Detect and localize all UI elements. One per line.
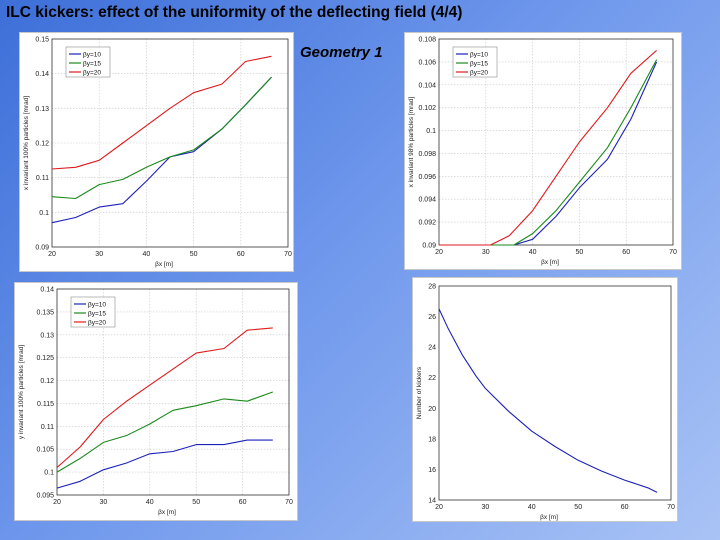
y-tick-label: 0.105 <box>36 446 54 454</box>
x-axis-label: βx [m] <box>158 509 176 516</box>
y-tick-label: 0.092 <box>418 219 436 227</box>
plot-frame <box>439 286 671 500</box>
x-tick-label: 60 <box>620 504 629 511</box>
x-tick-label: 30 <box>99 499 108 506</box>
y-tick-label: 0.11 <box>40 423 54 431</box>
series-line <box>57 392 273 472</box>
y-tick-label: 0.12 <box>35 140 49 148</box>
x-tick-label: 30 <box>95 251 104 258</box>
series-line <box>439 309 657 493</box>
x-tick-label: 50 <box>574 504 583 511</box>
series-line <box>52 77 272 223</box>
x-tick-label: 70 <box>667 504 675 511</box>
y-tick-label: 0.102 <box>418 105 436 113</box>
series-line <box>52 77 272 198</box>
y-tick-label: 0.115 <box>37 400 54 408</box>
legend-label: βy=15 <box>88 310 107 318</box>
x-tick-label: 70 <box>669 249 677 256</box>
chart-y-invariant-100 <box>14 282 298 521</box>
y-tick-label: 0.12 <box>40 378 54 386</box>
legend-label: βy=15 <box>83 60 102 68</box>
x-tick-label: 20 <box>48 251 56 258</box>
series-line <box>439 60 657 245</box>
y-tick-label: 14 <box>428 497 436 505</box>
y-tick-label: 0.106 <box>418 59 436 67</box>
y-tick-label: 0.09 <box>422 242 436 250</box>
series-line <box>439 50 657 245</box>
x-tick-label: 20 <box>435 249 443 256</box>
y-tick-label: 0.104 <box>418 82 436 90</box>
y-tick-label: 28 <box>428 283 436 291</box>
x-tick-label: 40 <box>145 499 154 506</box>
y-tick-label: 0.14 <box>40 286 54 294</box>
y-tick-label: 26 <box>428 314 436 322</box>
x-tick-label: 30 <box>481 249 490 256</box>
y-tick-label: 0.14 <box>35 71 49 79</box>
y-axis-label: x invariant 98% particles [mrad] <box>408 96 415 188</box>
y-tick-label: 0.1 <box>44 469 54 477</box>
y-tick-label: 0.098 <box>418 150 436 158</box>
subtitle-geometry: Geometry 1 <box>300 44 383 61</box>
x-tick-label: 20 <box>53 499 61 506</box>
x-tick-label: 50 <box>575 249 584 256</box>
legend-label: βy=15 <box>470 60 489 68</box>
x-tick-label: 20 <box>435 504 443 511</box>
chart-x-invariant-100 <box>19 32 294 272</box>
x-axis-label: βx [m] <box>541 259 559 266</box>
y-axis-label: x invariant 100% particles [mrad] <box>23 95 30 191</box>
slide-title: ILC kickers: effect of the uniformity of the deflecting field (4/4) <box>6 4 463 21</box>
y-axis-label: Number of kickers <box>416 366 423 420</box>
y-tick-label: 0.15 <box>35 36 49 44</box>
x-tick-label: 50 <box>189 251 198 258</box>
x-tick-label: 60 <box>622 249 631 256</box>
y-tick-label: 18 <box>428 436 436 444</box>
y-tick-label: 24 <box>428 344 436 352</box>
x-tick-label: 30 <box>481 504 490 511</box>
chart-number-of-kickers <box>412 277 678 522</box>
x-tick-label: 70 <box>285 499 293 506</box>
y-tick-label: 0.108 <box>418 36 436 44</box>
legend-label: βy=20 <box>83 69 102 77</box>
y-tick-label: 0.09 <box>35 244 49 252</box>
y-tick-label: 16 <box>428 466 436 474</box>
y-tick-label: 0.11 <box>35 175 49 183</box>
x-tick-label: 60 <box>238 499 247 506</box>
x-axis-label: βx [m] <box>540 514 558 521</box>
x-tick-label: 40 <box>528 249 537 256</box>
y-tick-label: 0.1 <box>426 128 436 136</box>
y-axis-label: y invariant 100% particles [mrad] <box>18 344 25 440</box>
chart-svg <box>405 33 681 269</box>
series-line <box>57 328 273 468</box>
x-axis-label: βx [m] <box>155 261 173 268</box>
series-line <box>57 440 273 488</box>
y-tick-label: 0.094 <box>418 196 436 204</box>
x-tick-label: 50 <box>192 499 201 506</box>
y-tick-label: 0.135 <box>36 309 54 317</box>
y-tick-label: 0.13 <box>40 332 54 340</box>
y-tick-label: 0.095 <box>36 492 54 500</box>
legend-label: βy=10 <box>88 301 107 309</box>
legend-label: βy=10 <box>470 51 489 59</box>
x-tick-label: 70 <box>284 251 292 258</box>
legend-label: βy=20 <box>88 319 107 327</box>
y-tick-label: 0.13 <box>35 105 49 113</box>
chart-x-invariant-98 <box>404 32 682 270</box>
y-tick-label: 0.096 <box>418 173 436 181</box>
chart-svg <box>15 283 297 520</box>
legend-label: βy=20 <box>470 69 489 77</box>
legend-label: βy=10 <box>83 51 102 59</box>
chart-svg <box>413 278 677 521</box>
y-tick-label: 0.125 <box>36 355 54 363</box>
x-tick-label: 40 <box>142 251 151 258</box>
y-tick-label: 20 <box>428 405 436 413</box>
y-tick-label: 22 <box>428 375 436 383</box>
y-tick-label: 0.1 <box>39 209 49 217</box>
x-tick-label: 40 <box>527 504 536 511</box>
x-tick-label: 60 <box>236 251 245 258</box>
chart-svg <box>20 33 293 271</box>
